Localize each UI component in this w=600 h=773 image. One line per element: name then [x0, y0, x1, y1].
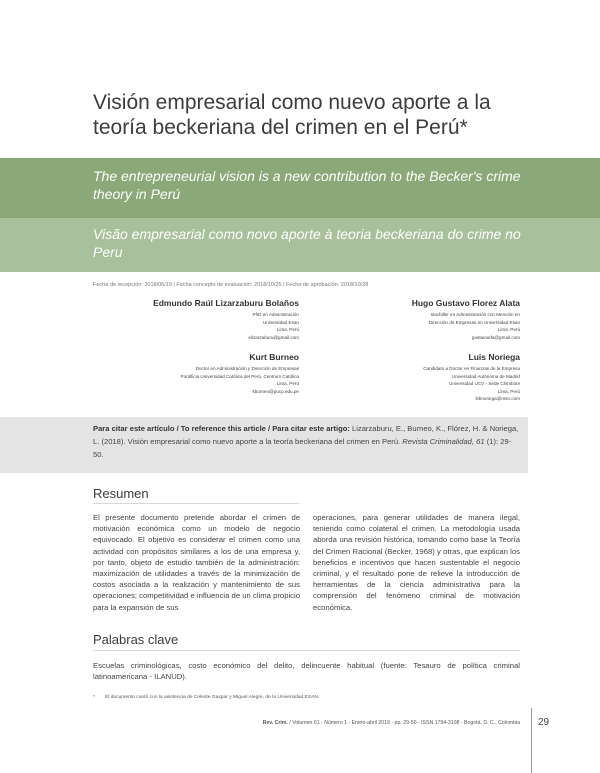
- author-affiliation: PhD en Administración Universidad Esan Lima, Perú elizarzaburu@gmail.com: [93, 311, 299, 341]
- author-name: Hugo Gustavo Florez Alata: [411, 298, 520, 308]
- author-email[interactable]: lsbnoriega@msn.com: [475, 396, 520, 402]
- portuguese-title-band: [0, 218, 600, 272]
- keywords-text: Escuelas criminológicas, costo económico del delito, delincuente habitual (fuente: Tesauro de política criminal latinoamericana - ILANUD).: [93, 661, 520, 682]
- author-name: Kurt Burneo: [249, 352, 299, 362]
- author-block: [312, 298, 520, 341]
- author-name: Edmundo Raúl Lizarzaburu Bolaños: [153, 298, 299, 308]
- author-affiliation: Doctor en Administración y Dirección de Empresas Pontificia Universidad Católica del Perú, Centrum Católica Lima, Perú kburneo@pucp.edu.pe: [93, 365, 299, 395]
- page-number: 29: [538, 717, 550, 728]
- english-title-band: [0, 158, 600, 218]
- footnote: * El documento contó con la asistencia de Celeste Gaspar y Miguel Alegre, de la Universidad ESAN.: [93, 695, 320, 700]
- abstract-column-1: El presente documento pretende abordar el crimen de motivación económica como un modelo de negocio equivocado. El objetivo es considerar el crimen como una actividad con propósitos similares a los de una empresa y, por tanto, objeto de estudio también de la administración: maximización de utilidades a través de la minimización de costos asociada a la realización y mantenimiento de sus operaciones; competitividad e influencia de un clima propicio para la expansión de sus: [93, 513, 300, 612]
- author-affiliation: Bachiller en Administración con Mención en Dirección de Empresas en Universidad Esan Lima, Perú gustavoefa@gmail.com: [312, 311, 520, 341]
- footer-journal: Rev. Crim.: [262, 720, 288, 726]
- author-block: [93, 352, 299, 395]
- publication-dates: Fecha de recepción: 2018/06/19 | Fecha concepto de evaluación: 2018/10/25 | Fecha de aprobación: 2018/10/28: [93, 282, 369, 288]
- author-name: Luis Noriega: [468, 352, 520, 362]
- citation-text: Para citar este artículo / To reference this article / Para citar este artigo: Lizarzaburu, E., Burneo, K., Flórez, H. & Noriega, L. (2018). Visión empresarial como nuevo aporte a la teoría beckeriana del crimen en Perú. Revista Criminalidad, 61 (1): 29-50.: [93, 424, 519, 459]
- article-title-spanish: Visión empresarial como nuevo aporte a la teoría beckeriana del crimen en el Perú*: [93, 91, 491, 139]
- abstract-heading: Resumen: [93, 486, 149, 501]
- heading-rule: [93, 503, 299, 504]
- page-footer: [150, 720, 520, 726]
- article-title-english: The entrepreneurial vision is a new contribution to the Becker's crime theory in Perú: [93, 168, 521, 202]
- article-title-portuguese: Visão empresarial como novo aporte à teoria beckeriana do crime no Peru: [93, 226, 521, 260]
- author-email[interactable]: kburneo@pucp.edu.pe: [252, 388, 299, 394]
- abstract-column-2: operaciones, para generar utilidades de manera ilegal, teniendo como colateral el crimen. La metodología usada aborda una revisión histórica, tomando como base la Teoría del Crimen Racional (Becker, 1968) y otras, que explican los beneficios e incentivos que hacen sustentable el negocio criminal, y el resultado pone de relieve la introducción de herramientas de la ciencia administrativa para la comprensión del fenómeno criminal de motivación económica.: [313, 513, 520, 612]
- heading-rule: [93, 650, 520, 651]
- author-affiliation: Candidato a Doctor en Finanzas de la Empresa Universidad Autónoma de Madrid Universidad UCV - Sede Chimbote Lima, Perú lsbnoriega@msn.com: [312, 365, 520, 403]
- footer-details: / Volumen 61 - Número 1 - Enero-abril 2019 - pp. 29-50 - ISSN 1794-3108 - Bogotá, D. C., Colombia: [287, 720, 520, 726]
- author-email[interactable]: elizarzaburu@gmail.com: [248, 334, 299, 340]
- footer-divider: [531, 708, 532, 773]
- citation-label: Para citar este artículo / To reference this article / Para citar este artigo:: [93, 424, 350, 433]
- citation-box: [0, 417, 528, 473]
- author-email[interactable]: gustavoefa@gmail.com: [471, 334, 520, 340]
- keywords-heading: Palabras clave: [93, 632, 179, 647]
- author-block: [93, 298, 299, 341]
- journal-name: Revista Criminalidad, 61: [402, 437, 485, 446]
- author-block: [312, 352, 520, 403]
- footnote-mark: *: [93, 695, 95, 700]
